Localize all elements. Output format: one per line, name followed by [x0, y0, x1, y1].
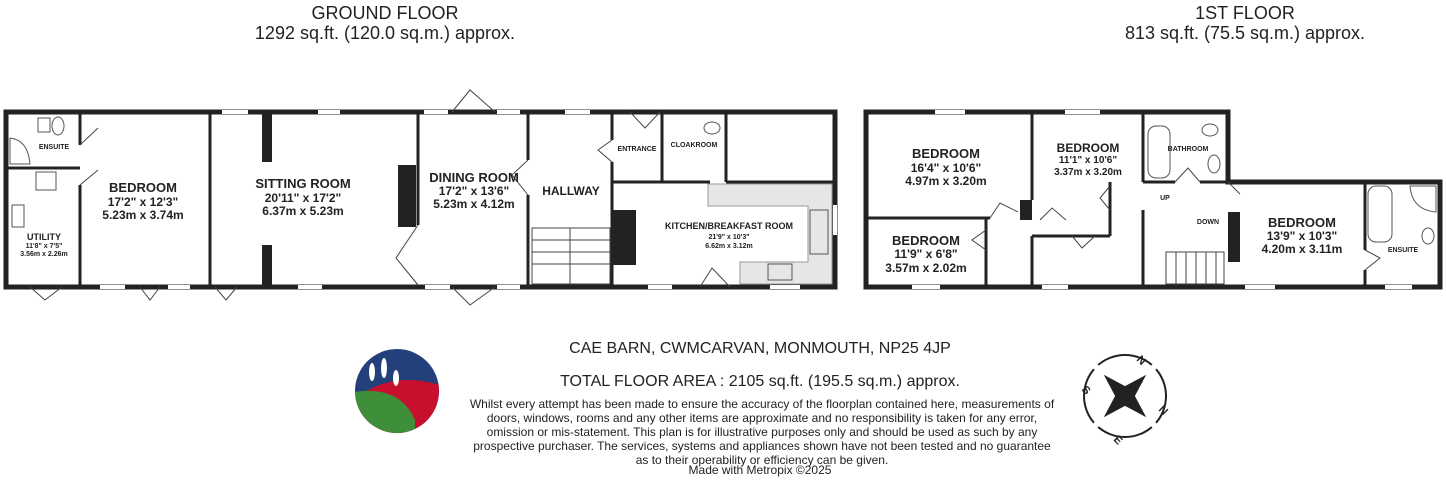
address: CAE BARN, CWMCARVAN, MONMOUTH, NP25 4JP: [569, 340, 951, 357]
entrance-label: ENTRANCE: [617, 146, 657, 153]
hallway-label: HALLWAY: [542, 184, 600, 198]
sitting-room-metric: 6.37m x 5.23m: [262, 204, 344, 218]
total-floor-area: TOTAL FLOOR AREA : 2105 sq.ft. (195.5 sq.m.) approx.: [560, 373, 960, 390]
bedroom-ground-imperial: 17'2" x 12'3": [107, 195, 179, 209]
first-floor-title: 1ST FLOOR: [1195, 3, 1295, 23]
stairs-up-label: UP: [1160, 195, 1170, 202]
bedroom3-label: BEDROOM: [892, 233, 960, 248]
bedroom4-metric: 4.20m x 3.11m: [1261, 242, 1343, 256]
bathroom-label: BATHROOM: [1167, 146, 1209, 153]
bedroom3-imperial: 11'9" x 6'8": [894, 247, 958, 261]
compass-n: N: [1133, 353, 1148, 368]
compass-n-right: N: [1155, 403, 1170, 418]
dining-room-metric: 5.23m x 4.12m: [433, 197, 515, 211]
bedroom4-imperial: 13'9" x 10'3": [1266, 229, 1338, 243]
bedroom1-imperial: 16'4" x 10'6": [910, 161, 982, 175]
ensuite-first-label: ENSUITE: [1387, 247, 1419, 254]
ground-floor-stairs: [532, 228, 610, 284]
utility-imperial: 11'8" x 7'5": [25, 243, 63, 250]
disclaimer: Whilst every attempt has been made to ensure the accuracy of the floorplan contained here, measurements of doors, windows, rooms and any other items are approximate and no responsibility is taken for any error, omission or mis-statement. This plan is for illustrative purposes only and should be used as such by any prospective purchaser. The services, systems and appliances shown have not been tested and no guarantee as to their operability or efficiency can be given.: [469, 397, 1055, 467]
compass-s: S: [1078, 383, 1093, 398]
utility-metric: 3.56m x 2.26m: [20, 251, 68, 258]
first-floor-stairs: [1166, 252, 1224, 284]
compass-icon: [1061, 332, 1188, 459]
bedroom2-imperial: 11'1" x 10'6": [1058, 155, 1118, 166]
bedroom3-metric: 3.57m x 2.02m: [885, 261, 967, 275]
sitting-room-label: SITTING ROOM: [255, 176, 351, 191]
ensuite-ground-label: ENSUITE: [38, 144, 70, 151]
bedroom-ground-label: BEDROOM: [109, 180, 177, 195]
dining-room-imperial: 17'2" x 13'6": [438, 184, 510, 198]
bedroom-ground-metric: 5.23m x 3.74m: [102, 208, 184, 222]
compass-e: E: [1110, 433, 1125, 448]
stairs-down-label: DOWN: [1196, 219, 1220, 226]
bedroom4-label: BEDROOM: [1268, 215, 1336, 230]
bedroom1-label: BEDROOM: [912, 146, 980, 161]
bedroom2-label: BEDROOM: [1056, 141, 1120, 155]
ground-floor-area: 1292 sq.ft. (120.0 sq.m.) approx.: [254, 23, 516, 43]
kitchen-metric: 6.62m x 3.12m: [705, 243, 753, 250]
cloakroom-label: CLOAKROOM: [670, 142, 718, 149]
kitchen-label: KITCHEN/BREAKFAST ROOM: [665, 221, 793, 231]
first-floor-area: 813 sq.ft. (75.5 sq.m.) approx.: [1124, 23, 1366, 43]
company-logo: [354, 348, 440, 434]
ground-floor-title: GROUND FLOOR: [311, 3, 459, 23]
utility-label: UTILITY: [27, 232, 61, 242]
bedroom2-metric: 3.37m x 3.20m: [1054, 167, 1122, 178]
sitting-room-imperial: 20'11" x 17'2": [264, 191, 342, 205]
dining-room-label: DINING ROOM: [429, 170, 519, 185]
credit: Made with Metropix ©2025: [688, 463, 832, 477]
bedroom1-metric: 4.97m x 3.20m: [905, 174, 987, 188]
kitchen-imperial: 21'9" x 10'3": [708, 234, 750, 241]
